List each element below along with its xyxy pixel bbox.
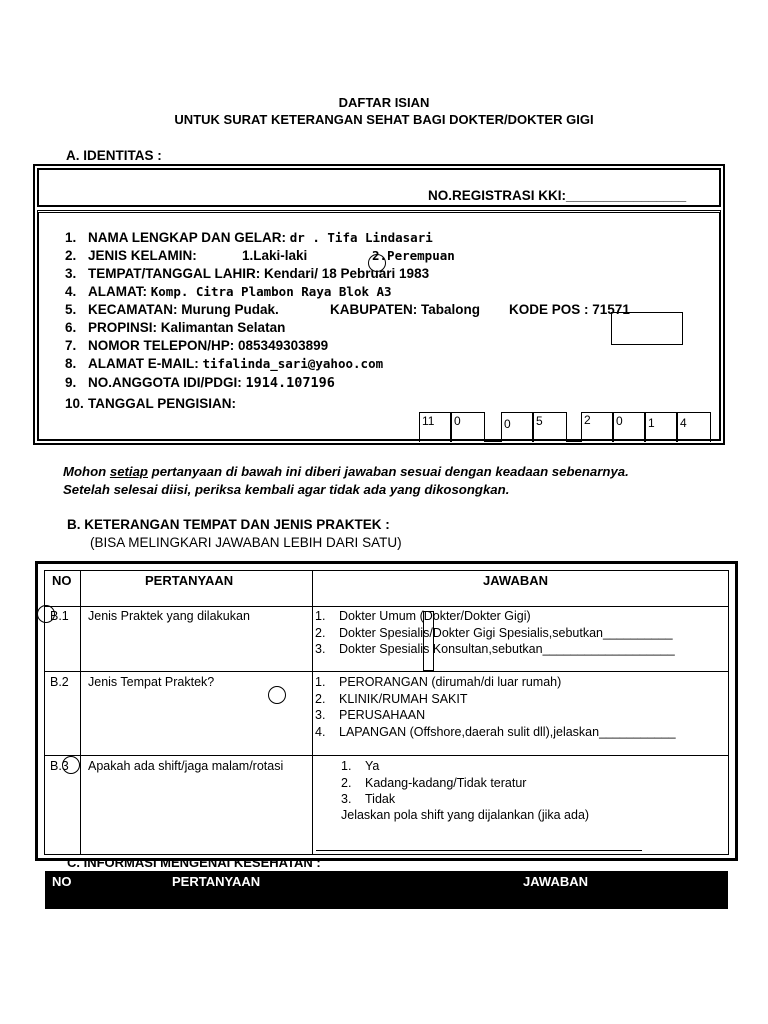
date-digit-box[interactable]: 0 <box>501 412 533 442</box>
gender-label: JENIS KELAMIN: <box>88 248 197 263</box>
date-digit-box[interactable]: 0 <box>451 412 485 442</box>
date-digit-box[interactable]: 4 <box>677 412 711 442</box>
date-digit-box[interactable]: 2 <box>581 412 613 442</box>
shift-explanation-line[interactable] <box>316 850 642 851</box>
fill-date-label: TANGGAL PENGISIAN: <box>88 396 237 411</box>
date-digit-box[interactable]: 1 <box>645 412 677 442</box>
selection-circle <box>268 686 286 704</box>
identity-item-province: 6. PROPINSI: Kalimantan Selatan <box>65 320 286 335</box>
date-digit-box[interactable]: 11 <box>419 412 451 442</box>
table-row-answers: 1. Dokter Umum (Dokter/Dokter Gigi) 2. Dokter Spesialis/Dokter Gigi Spesialis,sebutkan__________ 3. Dokter Spesialis Konsultan,sebutkan___________________ <box>312 606 729 672</box>
postal-code-label: KODE POS : <box>509 302 589 317</box>
identity-item-gender: 2. JENIS KELAMIN: 1.Laki-laki 2.Perempuan <box>65 248 455 263</box>
section-b-note: (BISA MELINGKARI JAWABAN LEBIH DARI SATU) <box>90 535 402 550</box>
section-c-table-header <box>45 871 728 909</box>
date-digit-box[interactable]: 0 <box>613 412 645 442</box>
province-label: PROPINSI: <box>88 320 158 335</box>
selection-circle <box>37 605 55 623</box>
form-subtitle: UNTUK SURAT KETERANGAN SEHAT BAGI DOKTER/DOKTER GIGI <box>174 112 594 127</box>
identity-list <box>65 229 705 419</box>
province-value[interactable]: Kalimantan Selatan <box>160 320 286 335</box>
table-row-question: Jenis Tempat Praktek? <box>80 671 313 756</box>
c-header-question: PERTANYAAN <box>172 874 261 889</box>
selection-circle <box>62 756 80 774</box>
identity-item-email: 8. ALAMAT E-MAIL: tifalinda_sari@yahoo.com <box>65 356 384 371</box>
identity-item-phone: 7. NOMOR TELEPON/HP: 085349303899 <box>65 338 329 353</box>
postal-code-box <box>611 312 683 345</box>
section-b-heading: B. KETERANGAN TEMPAT DAN JENIS PRAKTEK : <box>67 517 390 532</box>
date-separator <box>485 440 501 442</box>
table-row-answers: 1. Ya 2. Kadang-kadang/Tidak teratur 3. Tidak Jelaskan pola shift yang dijalankan (jika ada) <box>312 755 729 855</box>
postal-code-value[interactable]: 71571 <box>592 302 630 317</box>
name-label: NAMA LENGKAP DAN GELAR: <box>88 230 286 245</box>
regency-label: KABUPATEN: <box>330 302 418 317</box>
name-value[interactable]: dr . Tifa Lindasari <box>289 230 433 245</box>
identity-item-birth: 3. TEMPAT/TANGGAL LAHIR: Kendari/ 18 Pebruari 1983 <box>65 266 430 281</box>
district-value[interactable]: Murung Pudak. <box>181 302 279 317</box>
instruction-line-1: Mohon setiap pertanyaan di bawah ini diberi jawaban sesuai dengan keadaan sebenarnya. <box>63 464 629 479</box>
gender-option-female[interactable]: 2.Perempuan <box>372 248 455 263</box>
instruction-line-2: Setelah selesai diisi, periksa kembali agar tidak ada yang dikosongkan. <box>63 482 510 497</box>
address-value[interactable]: Komp. Citra Plambon Raya Blok A3 <box>150 284 392 299</box>
phone-value[interactable]: 085349303899 <box>238 338 329 353</box>
table-row-question: Apakah ada shift/jaga malam/rotasi <box>80 755 313 855</box>
table-header-answer: JAWABAN <box>312 570 729 607</box>
selection-bracket <box>423 611 434 671</box>
birth-value[interactable]: Kendari/ 18 Pebruari 1983 <box>264 266 430 281</box>
identity-item-district: 5. KECAMATAN: Murung Pudak. KABUPATEN: Tabalong KODE POS : 71571 <box>65 302 630 317</box>
email-label: ALAMAT E-MAIL: <box>88 356 199 371</box>
registration-field[interactable]: NO.REGISTRASI KKI:________________ <box>428 188 687 203</box>
identity-item-member: 9. NO.ANGGOTA IDI/PDGI: 1914.107196 <box>65 375 335 391</box>
email-value[interactable]: tifalinda_sari@yahoo.com <box>202 356 384 371</box>
member-label: NO.ANGGOTA IDI/PDGI: <box>88 375 242 390</box>
gender-selection-circle <box>368 254 386 272</box>
table-row-question: Jenis Praktek yang dilakukan <box>80 606 313 672</box>
table-header-no: NO <box>44 570 81 607</box>
date-digit-box[interactable]: 5 <box>533 412 567 442</box>
form-title: DAFTAR ISIAN <box>338 95 430 110</box>
member-value[interactable]: 1914.107196 <box>245 375 335 391</box>
identity-item-date: 10. TANGGAL PENGISIAN: <box>65 396 237 411</box>
phone-label: NOMOR TELEPON/HP: <box>88 338 235 353</box>
c-header-no: NO <box>52 874 72 889</box>
c-header-answer: JAWABAN <box>523 874 589 889</box>
table-header-question: PERTANYAAN <box>80 570 313 607</box>
gender-option-male[interactable]: 1.Laki-laki <box>242 248 308 263</box>
table-row-no: B.1 <box>44 606 81 672</box>
identity-item-address: 4. ALAMAT: Komp. Citra Plambon Raya Blok A3 <box>65 284 392 299</box>
address-label: ALAMAT: <box>88 284 147 299</box>
table-row-answers: 1. PERORANGAN (dirumah/di luar rumah) 2. KLINIK/RUMAH SAKIT 3. PERUSAHAAN 4. LAPANGAN (Offshore,daerah sulit dll),jelaskan___________ <box>312 671 729 756</box>
regency-value[interactable]: Tabalong <box>421 302 481 317</box>
date-separator <box>567 440 581 442</box>
section-c-heading: C. INFORMASI MENGENAI KESEHATAN : <box>67 855 321 870</box>
table-row-no: B.3 <box>44 755 81 855</box>
table-row-no: B.2 <box>44 671 81 756</box>
identity-item-name: 1. NAMA LENGKAP DAN GELAR: dr . Tifa Lindasari <box>65 230 433 245</box>
shift-explanation-label: Jelaskan pola shift yang dijalankan (jika ada) <box>341 808 590 822</box>
district-label: KECAMATAN: <box>88 302 178 317</box>
birth-label: TEMPAT/TANGGAL LAHIR: <box>88 266 261 281</box>
section-a-heading: A. IDENTITAS : <box>66 148 162 163</box>
